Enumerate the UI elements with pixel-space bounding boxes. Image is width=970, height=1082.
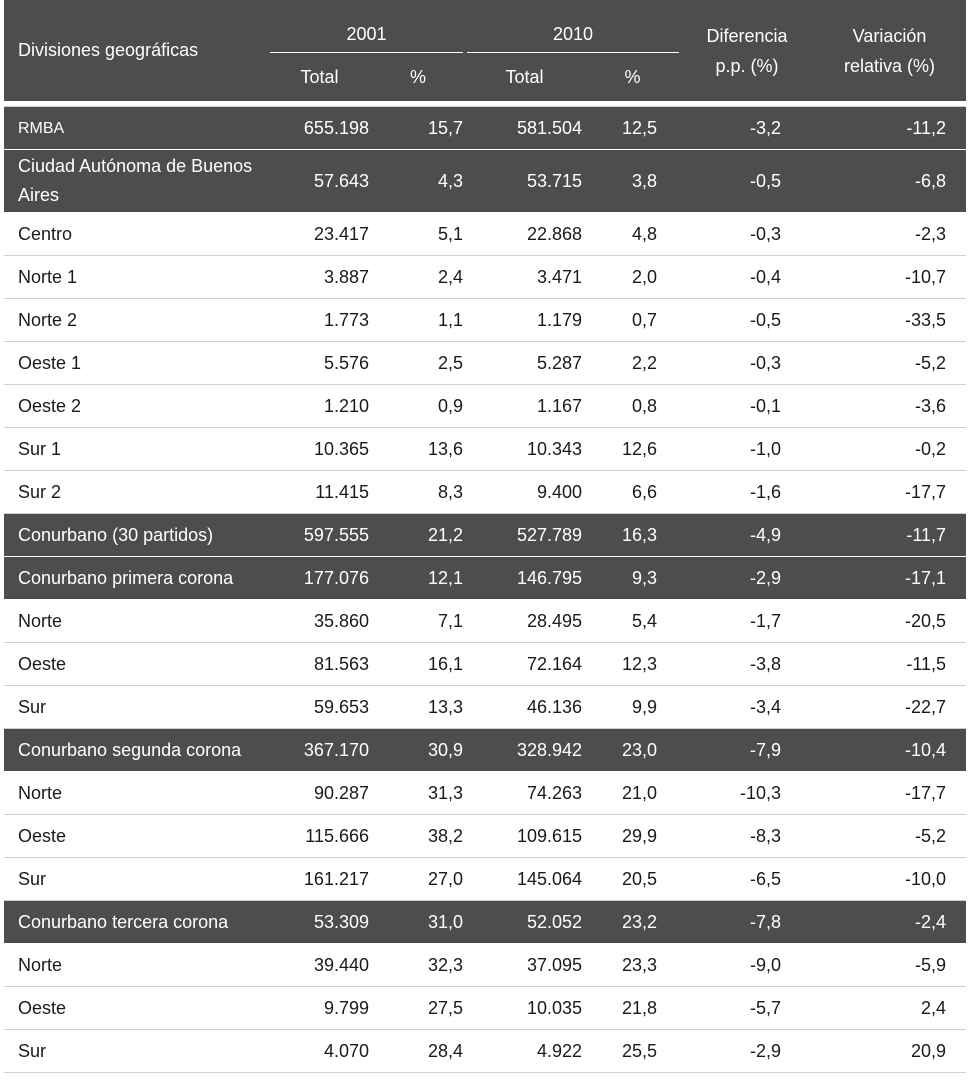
cell-variacion: -6,8 [813, 150, 966, 213]
table-group-row [4, 150, 966, 213]
cell-pct-2001: 15,7 [371, 107, 465, 150]
cell-total-2001: 35.860 [268, 600, 371, 643]
table-row [4, 342, 966, 385]
cell-total-2001: 161.217 [268, 858, 371, 901]
cell-pct-2010: 2,2 [584, 342, 681, 385]
cell-total-2001: 81.563 [268, 643, 371, 686]
table-row [4, 858, 966, 901]
cell-pct-2001: 1,1 [371, 299, 465, 342]
row-label: Norte [4, 772, 268, 815]
cell-pct-2001: 28,4 [371, 1030, 465, 1073]
row-label: Oeste 2 [4, 385, 268, 428]
cell-diferencia: -6,5 [681, 858, 813, 901]
row-label: Norte [4, 600, 268, 643]
table-row [4, 600, 966, 643]
cell-pct-2001: 32,3 [371, 944, 465, 987]
cell-pct-2001: 16,1 [371, 643, 465, 686]
row-label: Conurbano segunda corona [4, 729, 268, 772]
cell-variacion: -20,5 [813, 600, 966, 643]
table-row [4, 1030, 966, 1073]
cell-variacion: -5,2 [813, 815, 966, 858]
cell-total-2001: 53.309 [268, 901, 371, 944]
row-label: Sur 2 [4, 471, 268, 514]
cell-diferencia: -0,5 [681, 150, 813, 213]
cell-variacion: -10,0 [813, 858, 966, 901]
table-row [4, 944, 966, 987]
header-divisions: Divisiones geográficas [4, 0, 268, 101]
row-label: Oeste [4, 815, 268, 858]
cell-total-2001: 1.210 [268, 385, 371, 428]
cell-pct-2010: 3,8 [584, 150, 681, 213]
cell-variacion: -2,3 [813, 213, 966, 256]
cell-total-2010: 53.715 [465, 150, 584, 213]
cell-pct-2010: 5,4 [584, 600, 681, 643]
cell-total-2010: 328.942 [465, 729, 584, 772]
header-total-2001: Total [268, 53, 371, 101]
cell-pct-2010: 23,0 [584, 729, 681, 772]
header-diferencia: Diferencia p.p. (%) [681, 0, 813, 101]
row-label: Norte [4, 944, 268, 987]
cell-variacion: -5,9 [813, 944, 966, 987]
row-label: Norte 2 [4, 299, 268, 342]
table-group-row [4, 107, 966, 150]
table-row [4, 299, 966, 342]
table-group-row [4, 729, 966, 772]
table-row [4, 643, 966, 686]
cell-pct-2001: 31,0 [371, 901, 465, 944]
cell-total-2001: 23.417 [268, 213, 371, 256]
cell-pct-2010: 21,0 [584, 772, 681, 815]
cell-pct-2010: 12,5 [584, 107, 681, 150]
cell-diferencia: -0,3 [681, 213, 813, 256]
cell-total-2010: 9.400 [465, 471, 584, 514]
table-row [4, 987, 966, 1030]
table-header [4, 0, 966, 101]
cell-total-2001: 655.198 [268, 107, 371, 150]
cell-total-2001: 3.887 [268, 256, 371, 299]
cell-variacion: -11,2 [813, 107, 966, 150]
cell-diferencia: -1,6 [681, 471, 813, 514]
cell-pct-2010: 2,0 [584, 256, 681, 299]
cell-total-2010: 28.495 [465, 600, 584, 643]
cell-total-2010: 109.615 [465, 815, 584, 858]
cell-diferencia: -2,9 [681, 557, 813, 600]
table-row [4, 428, 966, 471]
cell-total-2001: 597.555 [268, 514, 371, 557]
cell-total-2001: 9.799 [268, 987, 371, 1030]
cell-diferencia: -5,7 [681, 987, 813, 1030]
cell-total-2010: 4.922 [465, 1030, 584, 1073]
table-row [4, 385, 966, 428]
row-label: Centro [4, 213, 268, 256]
cell-pct-2010: 9,9 [584, 686, 681, 729]
cell-pct-2010: 0,8 [584, 385, 681, 428]
table-row [4, 213, 966, 256]
cell-pct-2010: 21,8 [584, 987, 681, 1030]
row-label: RMBA [4, 107, 268, 150]
cell-pct-2010: 9,3 [584, 557, 681, 600]
cell-pct-2001: 12,1 [371, 557, 465, 600]
cell-pct-2001: 13,6 [371, 428, 465, 471]
cell-variacion: -17,7 [813, 471, 966, 514]
table-group-row [4, 901, 966, 944]
cell-total-2001: 1.773 [268, 299, 371, 342]
table-row [4, 256, 966, 299]
cell-pct-2001: 2,4 [371, 256, 465, 299]
cell-diferencia: -2,9 [681, 1030, 813, 1073]
cell-pct-2001: 27,5 [371, 987, 465, 1030]
cell-total-2001: 11.415 [268, 471, 371, 514]
table-body [4, 101, 966, 1073]
cell-variacion: 2,4 [813, 987, 966, 1030]
cell-pct-2010: 12,3 [584, 643, 681, 686]
cell-diferencia: -10,3 [681, 772, 813, 815]
cell-total-2001: 59.653 [268, 686, 371, 729]
row-label: Conurbano tercera corona [4, 901, 268, 944]
row-label: Norte 1 [4, 256, 268, 299]
cell-total-2010: 3.471 [465, 256, 584, 299]
cell-total-2001: 90.287 [268, 772, 371, 815]
header-year-2010: 2010 [465, 0, 681, 53]
cell-pct-2001: 31,3 [371, 772, 465, 815]
row-label: Ciudad Autónoma de Buenos Aires [4, 150, 268, 213]
cell-pct-2010: 29,9 [584, 815, 681, 858]
header-total-2010: Total [465, 53, 584, 101]
cell-diferencia: -8,3 [681, 815, 813, 858]
cell-pct-2010: 16,3 [584, 514, 681, 557]
cell-diferencia: -9,0 [681, 944, 813, 987]
header-year-2001: 2001 [268, 0, 465, 53]
cell-pct-2001: 8,3 [371, 471, 465, 514]
cell-variacion: -10,4 [813, 729, 966, 772]
cell-total-2010: 1.179 [465, 299, 584, 342]
cell-diferencia: -1,7 [681, 600, 813, 643]
cell-total-2010: 72.164 [465, 643, 584, 686]
cell-total-2001: 10.365 [268, 428, 371, 471]
header-variacion: Variación relativa (%) [813, 0, 966, 101]
cell-pct-2010: 4,8 [584, 213, 681, 256]
cell-pct-2001: 38,2 [371, 815, 465, 858]
cell-pct-2001: 30,9 [371, 729, 465, 772]
cell-total-2001: 5.576 [268, 342, 371, 385]
cell-total-2010: 22.868 [465, 213, 584, 256]
cell-variacion: -11,7 [813, 514, 966, 557]
row-label: Sur [4, 1030, 268, 1073]
cell-total-2010: 10.343 [465, 428, 584, 471]
table-row [4, 686, 966, 729]
table-row [4, 772, 966, 815]
cell-total-2001: 177.076 [268, 557, 371, 600]
cell-total-2010: 74.263 [465, 772, 584, 815]
cell-total-2010: 5.287 [465, 342, 584, 385]
header-pct-2010: % [584, 53, 681, 101]
cell-diferencia: -7,9 [681, 729, 813, 772]
row-label: Sur [4, 686, 268, 729]
cell-total-2001: 4.070 [268, 1030, 371, 1073]
cell-total-2010: 1.167 [465, 385, 584, 428]
cell-total-2010: 581.504 [465, 107, 584, 150]
cell-pct-2001: 5,1 [371, 213, 465, 256]
cell-total-2010: 146.795 [465, 557, 584, 600]
cell-total-2001: 57.643 [268, 150, 371, 213]
cell-pct-2010: 12,6 [584, 428, 681, 471]
cell-variacion: -3,6 [813, 385, 966, 428]
cell-diferencia: -0,5 [681, 299, 813, 342]
row-label: Conurbano primera corona [4, 557, 268, 600]
cell-variacion: -11,5 [813, 643, 966, 686]
cell-diferencia: -3,4 [681, 686, 813, 729]
cell-diferencia: -3,2 [681, 107, 813, 150]
table-row [4, 471, 966, 514]
cell-pct-2010: 20,5 [584, 858, 681, 901]
cell-pct-2010: 6,6 [584, 471, 681, 514]
cell-total-2010: 46.136 [465, 686, 584, 729]
cell-total-2001: 39.440 [268, 944, 371, 987]
cell-pct-2001: 21,2 [371, 514, 465, 557]
cell-pct-2001: 13,3 [371, 686, 465, 729]
cell-diferencia: -0,1 [681, 385, 813, 428]
cell-pct-2010: 0,7 [584, 299, 681, 342]
cell-diferencia: -4,9 [681, 514, 813, 557]
table-group-row [4, 557, 966, 600]
cell-total-2010: 527.789 [465, 514, 584, 557]
cell-variacion: -0,2 [813, 428, 966, 471]
cell-total-2010: 145.064 [465, 858, 584, 901]
cell-diferencia: -0,3 [681, 342, 813, 385]
cell-pct-2001: 2,5 [371, 342, 465, 385]
cell-variacion: -22,7 [813, 686, 966, 729]
cell-pct-2001: 4,3 [371, 150, 465, 213]
cell-pct-2001: 7,1 [371, 600, 465, 643]
table-row [4, 815, 966, 858]
data-table [4, 0, 966, 1073]
cell-total-2010: 37.095 [465, 944, 584, 987]
cell-total-2010: 10.035 [465, 987, 584, 1030]
cell-variacion: -17,7 [813, 772, 966, 815]
cell-variacion: -33,5 [813, 299, 966, 342]
cell-diferencia: -7,8 [681, 901, 813, 944]
cell-diferencia: -0,4 [681, 256, 813, 299]
row-label: Oeste 1 [4, 342, 268, 385]
cell-diferencia: -3,8 [681, 643, 813, 686]
cell-pct-2001: 0,9 [371, 385, 465, 428]
cell-pct-2010: 23,2 [584, 901, 681, 944]
cell-variacion: -17,1 [813, 557, 966, 600]
row-label: Sur [4, 858, 268, 901]
row-label: Sur 1 [4, 428, 268, 471]
cell-variacion: -10,7 [813, 256, 966, 299]
cell-total-2010: 52.052 [465, 901, 584, 944]
header-pct-2001: % [371, 53, 465, 101]
row-label: Oeste [4, 643, 268, 686]
table-group-row [4, 514, 966, 557]
cell-diferencia: -1,0 [681, 428, 813, 471]
row-label: Oeste [4, 987, 268, 1030]
cell-variacion: -2,4 [813, 901, 966, 944]
cell-pct-2010: 25,5 [584, 1030, 681, 1073]
cell-variacion: -5,2 [813, 342, 966, 385]
row-label: Conurbano (30 partidos) [4, 514, 268, 557]
cell-total-2001: 115.666 [268, 815, 371, 858]
cell-variacion: 20,9 [813, 1030, 966, 1073]
cell-pct-2010: 23,3 [584, 944, 681, 987]
cell-pct-2001: 27,0 [371, 858, 465, 901]
cell-total-2001: 367.170 [268, 729, 371, 772]
